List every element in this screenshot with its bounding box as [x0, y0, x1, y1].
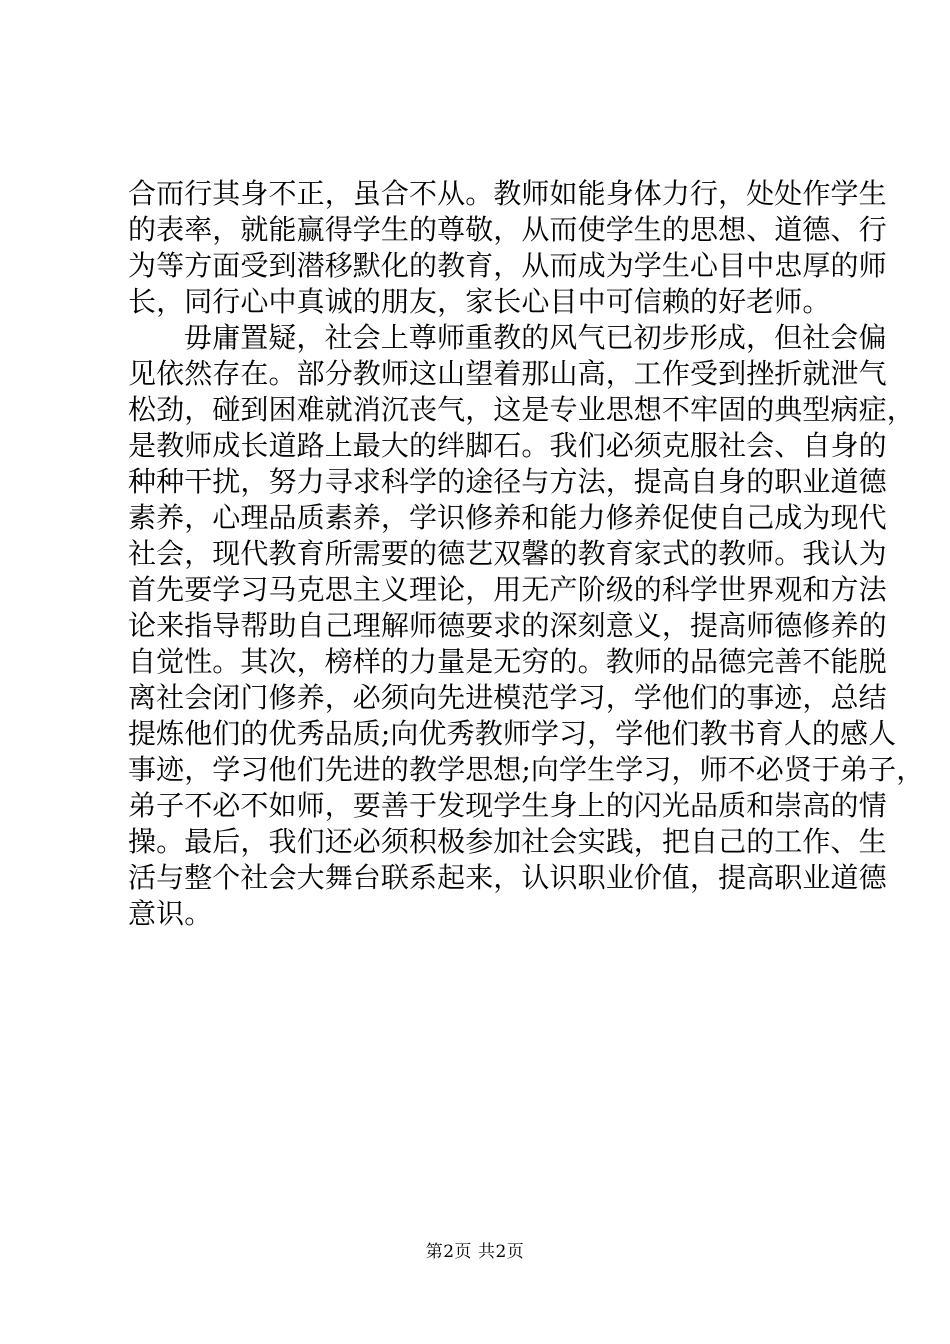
text-line: 离社会闭门修养，必须向先进模范学习，学他们的事迹，总结: [128, 681, 887, 714]
text-line: 为等方面受到潜移默化的教育，从而成为学生心目中忠厚的师: [128, 249, 887, 282]
text-line: 社会，现代教育所需要的德艺双馨的教育家式的教师。我认为: [128, 537, 887, 570]
text-line: 操。最后，我们还必须积极参加社会实践，把自己的工作、生: [128, 825, 887, 858]
paragraph-2: [128, 320, 925, 932]
text-line: 见依然存在。部分教师这山望着那山高，工作受到挫折就泄气: [128, 357, 887, 390]
text-line: 种种干扰，努力寻求科学的途径与方法，提高自身的职业道德: [128, 465, 887, 498]
text-line: 的表率，就能赢得学生的尊敬，从而使学生的思想、道德、行: [128, 213, 887, 246]
paragraph-1: [128, 176, 887, 320]
text-line: 提炼他们的优秀品质;向优秀教师学习，学他们教书育人的感人: [128, 717, 897, 750]
text-line: 长，同行心中真诚的朋友，家长心目中可信赖的好老师。: [128, 285, 831, 318]
text-line: 事迹，学习他们先进的教学思想;向学生学习，师不必贤于弟子，: [128, 753, 925, 786]
text-line: 素养，心理品质素养，学识修养和能力修养促使自己成为现代: [128, 501, 887, 534]
document-body: [128, 176, 925, 932]
text-line: 是教师成长道路上最大的绊脚石。我们必须克服社会、自身的: [128, 429, 887, 462]
text-line: 意识。: [128, 897, 213, 930]
text-line: 合而行其身不正，虽合不从。教师如能身体力行，处处作学生: [128, 177, 887, 210]
text-line-indented: 毋庸置疑，社会上尊师重教的风气已初步形成，但社会偏: [184, 321, 887, 354]
text-line: 首先要学习马克思主义理论，用无产阶级的科学世界观和方法: [128, 573, 887, 606]
text-line: 活与整个社会大舞台联系起来，认识职业价值，提高职业道德: [128, 861, 887, 894]
page-number-indicator: 第2页 共2页: [425, 1242, 525, 1262]
text-line: 论来指导帮助自己理解师德要求的深刻意义，提高师德修养的: [128, 609, 887, 642]
text-line: 弟子不必不如师，要善于发现学生身上的闪光品质和崇高的情: [128, 789, 887, 822]
page-footer: [0, 1240, 950, 1264]
text-line: 松劲，碰到困难就消沉丧气，这是专业思想不牢固的典型病症，: [128, 393, 915, 426]
text-line: 自觉性。其次，榜样的力量是无穷的。教师的品德完善不能脱: [128, 645, 887, 678]
